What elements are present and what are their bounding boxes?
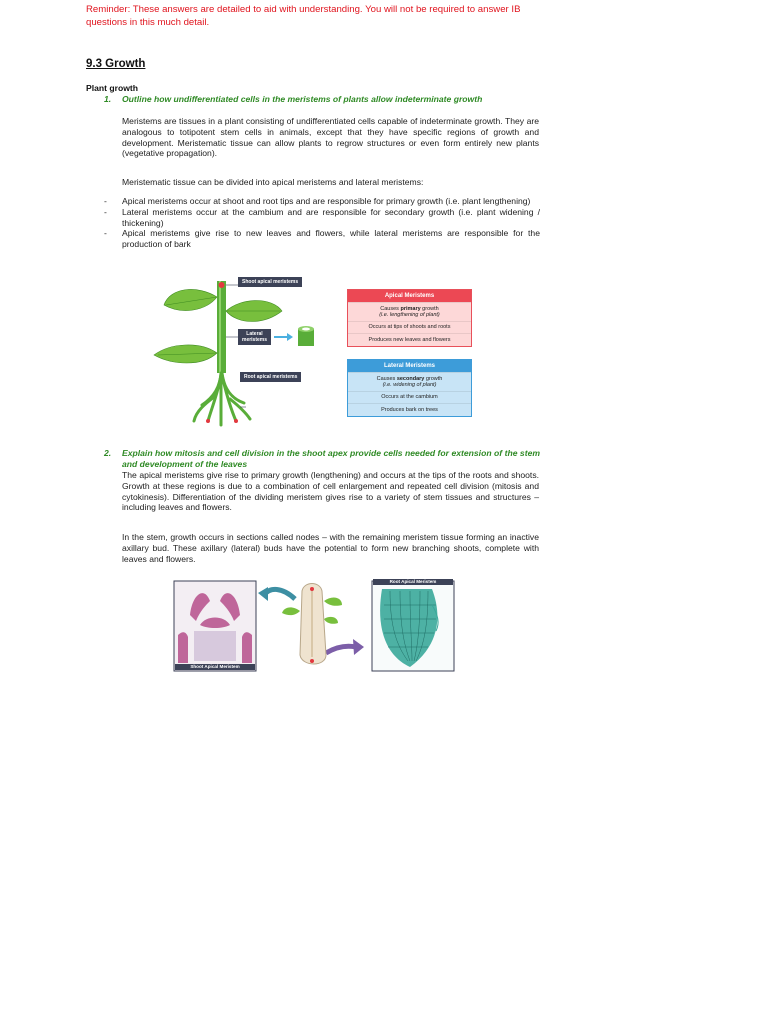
box-title: Lateral Meristems bbox=[348, 360, 471, 372]
list-item: - Lateral meristems occur at the cambium and are responsible for secondary growth (i.e. plant widening / thickening) bbox=[104, 206, 540, 228]
micrograph-illustration bbox=[170, 575, 460, 675]
label-lateral: Lateral meristems bbox=[238, 329, 271, 345]
label-shoot-apical-meristem: Shoot Apical Meristem bbox=[175, 664, 255, 670]
lateral-meristems-box: Lateral Meristems Causes secondary growth (i.e. widening of plant) Occurs at the cambium Produces bark on trees bbox=[347, 359, 472, 417]
question-number: 2. bbox=[104, 448, 112, 458]
question-number: 1. bbox=[104, 94, 112, 104]
leaf bbox=[164, 289, 217, 310]
arrow-right-icon bbox=[287, 333, 293, 341]
label-root-apical-meristem: Root Apical Meristem bbox=[373, 579, 453, 585]
label-root-apical: Root apical meristems bbox=[240, 372, 301, 382]
q2-paragraph-2: In the stem, growth occurs in sections called nodes – with the remaining meristem tissue forming an inactive axillary bud. These axillary (lateral) buds have the potential to form new branching shoots, complete with leaves and flowers. bbox=[122, 532, 539, 564]
label-shoot-apical: Shoot apical meristems bbox=[238, 277, 302, 287]
arrow-right-icon bbox=[353, 639, 364, 655]
plant-illustration bbox=[150, 275, 340, 430]
list-item: - Apical meristems occur at shoot and root tips and are responsible for primary growth (i.e. plant lengthening) bbox=[104, 196, 531, 206]
apical-meristem-micrographs bbox=[170, 575, 460, 675]
question-1 bbox=[104, 94, 540, 105]
box-title: Apical Meristems bbox=[348, 290, 471, 302]
q1-paragraph-2: Meristematic tissue can be divided into apical meristems and lateral meristems: bbox=[122, 177, 424, 187]
q2-paragraph-1: The apical meristems give rise to primary growth (lengthening) and occurs at the tips of the roots and shoots. Growth at these regions is due to a combination of cell enlargement and repeated cell division (mitosis and cytokinesis). Differentiation of the dividing meristem gives rise to a variety of stem tissues and structures – including leaves and flowers. bbox=[122, 470, 539, 513]
reminder-note: Reminder: These answers are detailed to aid with understanding. You will not be required to answer IB questions in this much detail. bbox=[86, 4, 521, 28]
question-2 bbox=[104, 448, 540, 469]
section-title: 9.3 Growth bbox=[86, 58, 146, 70]
shoot-tip-marker bbox=[219, 282, 225, 288]
meristem-bullet-list bbox=[104, 196, 540, 250]
meristem-diagram bbox=[150, 275, 480, 430]
subheading: Plant growth bbox=[86, 83, 139, 93]
apical-meristems-box: Apical Meristems Causes primary growth (i.e. lengthening of plant) Occurs at tips of shoots and roots Produces new leaves and flowers bbox=[347, 289, 472, 347]
question-text: Explain how mitosis and cell division in the shoot apex provide cells needed for extension of the stem and development of the leaves bbox=[122, 448, 540, 469]
list-item: - Apical meristems give rise to new leaves and flowers, while lateral meristems are responsible for the production of bark bbox=[104, 228, 540, 250]
q1-paragraph-1: Meristems are tissues in a plant consisting of undifferentiated cells capable of indeterminate growth. They are analogous to totipotent stem cells in animals, except that they have specific regions of growth and development. Meristematic tissue can allow plants to regrow structures or even form entirely new plants (vegetative propagation). bbox=[122, 116, 539, 159]
arrow-left-icon bbox=[258, 587, 268, 601]
stem bbox=[217, 281, 226, 373]
question-text: Outline how undifferentiated cells in the meristems of plants allow indeterminate growth bbox=[122, 94, 483, 104]
